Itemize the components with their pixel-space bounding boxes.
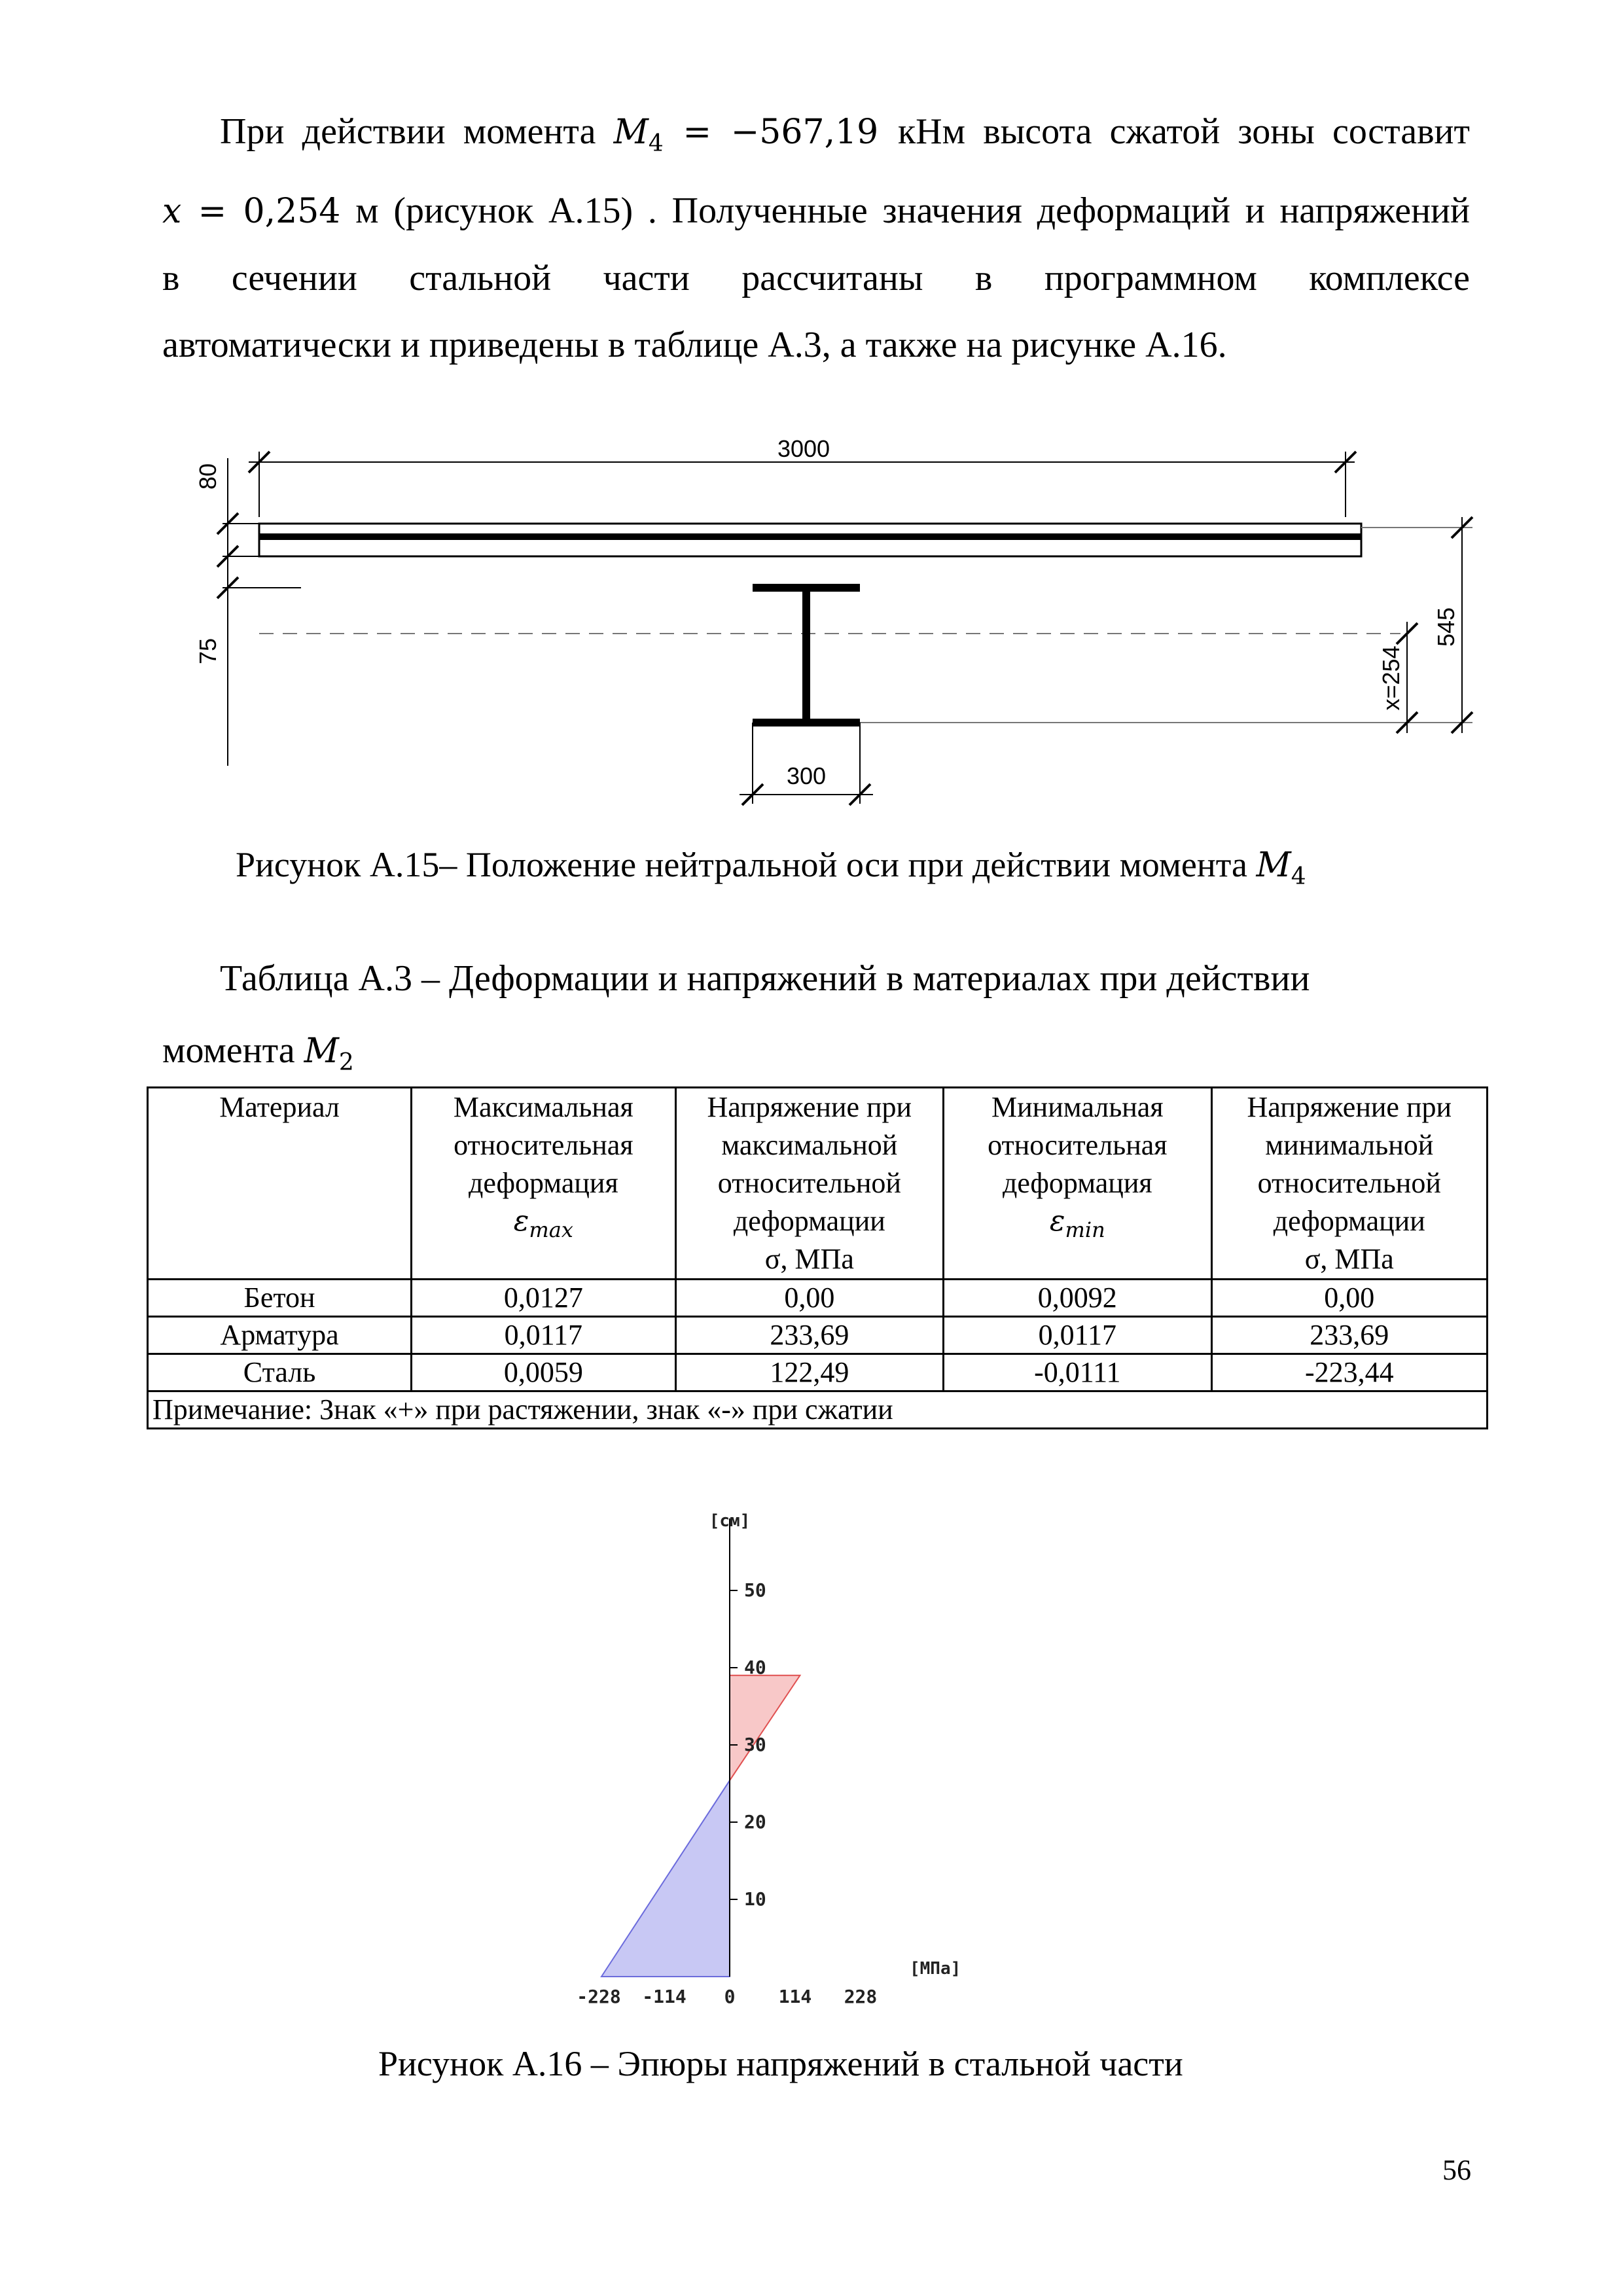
cell-max-strain: 0,0117 (412, 1317, 675, 1354)
x-equation: = 0,254 (181, 192, 341, 232)
table-note-row (148, 1391, 1488, 1429)
header-max-strain: Максимальная относительная деформация $\varepsilon_{max}$ (412, 1088, 675, 1280)
cell-stress-max: 233,69 (675, 1317, 943, 1354)
intro-line-3: в сечении стальной части рассчитаны в программном комплексе (162, 258, 1470, 299)
table-row (148, 1317, 1488, 1354)
header-stress-at-min: Напряжение при минимальной относительной деформации σ, МПа (1211, 1088, 1487, 1280)
moment-unit: кНм (897, 111, 966, 152)
intro-line-2: x = 0,254 м (рисунок А.15) . Полученные значения деформаций и напряжений (162, 190, 1470, 232)
eps-min-subscript: min (1065, 1217, 1105, 1242)
page-number: 56 (1442, 2154, 1471, 2186)
caption-15-subscript: 4 (1291, 863, 1306, 890)
header-material: Материал (148, 1088, 412, 1280)
intro-line-4: автоматически и приведены в таблице А.3, а также на рисунке А.16. (162, 325, 1227, 366)
x-symbol: x (162, 192, 182, 232)
dim-3000-label: 3000 (777, 435, 830, 462)
x-tick-label: 228 (844, 1986, 878, 2007)
moment-subscript: 4 (648, 130, 664, 158)
cell-stress-max: 122,49 (675, 1354, 943, 1391)
table-caption-symbol: M (304, 1031, 339, 1071)
cell-stress-min: 0,00 (1211, 1280, 1487, 1317)
header-min-strain: Минимальная относительная деформация $\varepsilon_{min}$ (944, 1088, 1211, 1280)
cell-stress-max: 0,00 (675, 1280, 943, 1317)
dim-80-label: 80 (194, 463, 221, 490)
stress-area-tension (730, 1676, 800, 1780)
table-row (148, 1280, 1488, 1317)
table-caption-subscript: 2 (338, 1049, 354, 1077)
dim-300-label: 300 (786, 762, 827, 789)
dim-75-label: 75 (194, 637, 221, 665)
x-tick-label: 114 (778, 1986, 812, 2007)
cell-material: Арматура (148, 1317, 412, 1354)
cell-material: Сталь (148, 1354, 412, 1391)
y-tick-label: 10 (744, 1888, 766, 1910)
x-tick-label: -228 (577, 1986, 621, 2007)
intro-line-1: При действии момента $M_4 = -567,19$ кНм высота сжатой зоны составит (220, 111, 1470, 158)
table-caption-line-2: момента $M_2$ (162, 1030, 354, 1077)
x-tick-label: 0 (724, 1986, 736, 2007)
y-tick-label: 50 (744, 1579, 766, 1601)
figure-15-caption: Рисунок А.15– Положение нейтральной оси при действии момента $M_4$ (236, 845, 1306, 890)
x-tick-label: -114 (642, 1986, 687, 2007)
caption-15-symbol: M (1256, 846, 1291, 885)
figure-16-caption: Рисунок А.16 – Эпюры напряжений в стальной части (378, 2044, 1183, 2083)
stress-diagram (524, 1492, 1021, 2016)
cell-material: Бетон (148, 1280, 412, 1317)
deformation-table (147, 1086, 1488, 1429)
moment-equation: = −567,19 (663, 113, 898, 152)
cell-min-strain: 0,0117 (944, 1317, 1211, 1354)
figure-15-drawing (0, 0, 1623, 851)
cell-max-strain: 0,0059 (412, 1354, 675, 1391)
table-note: Примечание: Знак «+» при растяжении, знак «-» при сжатии (148, 1391, 1488, 1429)
stress-area-compression (601, 1780, 730, 1977)
table-row (148, 1354, 1488, 1391)
y-axis-label: [см] (709, 1511, 751, 1531)
table-caption (162, 942, 1470, 1099)
y-tick-label: 40 (744, 1657, 766, 1678)
eps-min-symbol: ε (1049, 1204, 1065, 1238)
table-header-row (148, 1088, 1488, 1280)
x-axis-label: [МПа] (910, 1959, 961, 1979)
dim-545-label: 545 (1433, 607, 1459, 647)
cell-min-strain: -0,0111 (944, 1354, 1211, 1391)
eps-max-subscript: max (529, 1217, 573, 1242)
dim-x-label: x=254 (1378, 645, 1404, 711)
y-tick-label: 30 (744, 1734, 766, 1755)
y-tick-label: 20 (744, 1811, 766, 1833)
cell-max-strain: 0,0127 (412, 1280, 675, 1317)
moment-symbol: M (613, 113, 649, 152)
cell-stress-min: -223,44 (1211, 1354, 1487, 1391)
cell-min-strain: 0,0092 (944, 1280, 1211, 1317)
table-caption-line-1: Таблица А.3 – Деформации и напряжений в материалах при действии (220, 958, 1310, 999)
header-stress-at-max: Напряжение при максимальной относительной деформации σ, МПа (675, 1088, 943, 1280)
eps-max-symbol: ε (513, 1204, 529, 1238)
cell-stress-min: 233,69 (1211, 1317, 1487, 1354)
